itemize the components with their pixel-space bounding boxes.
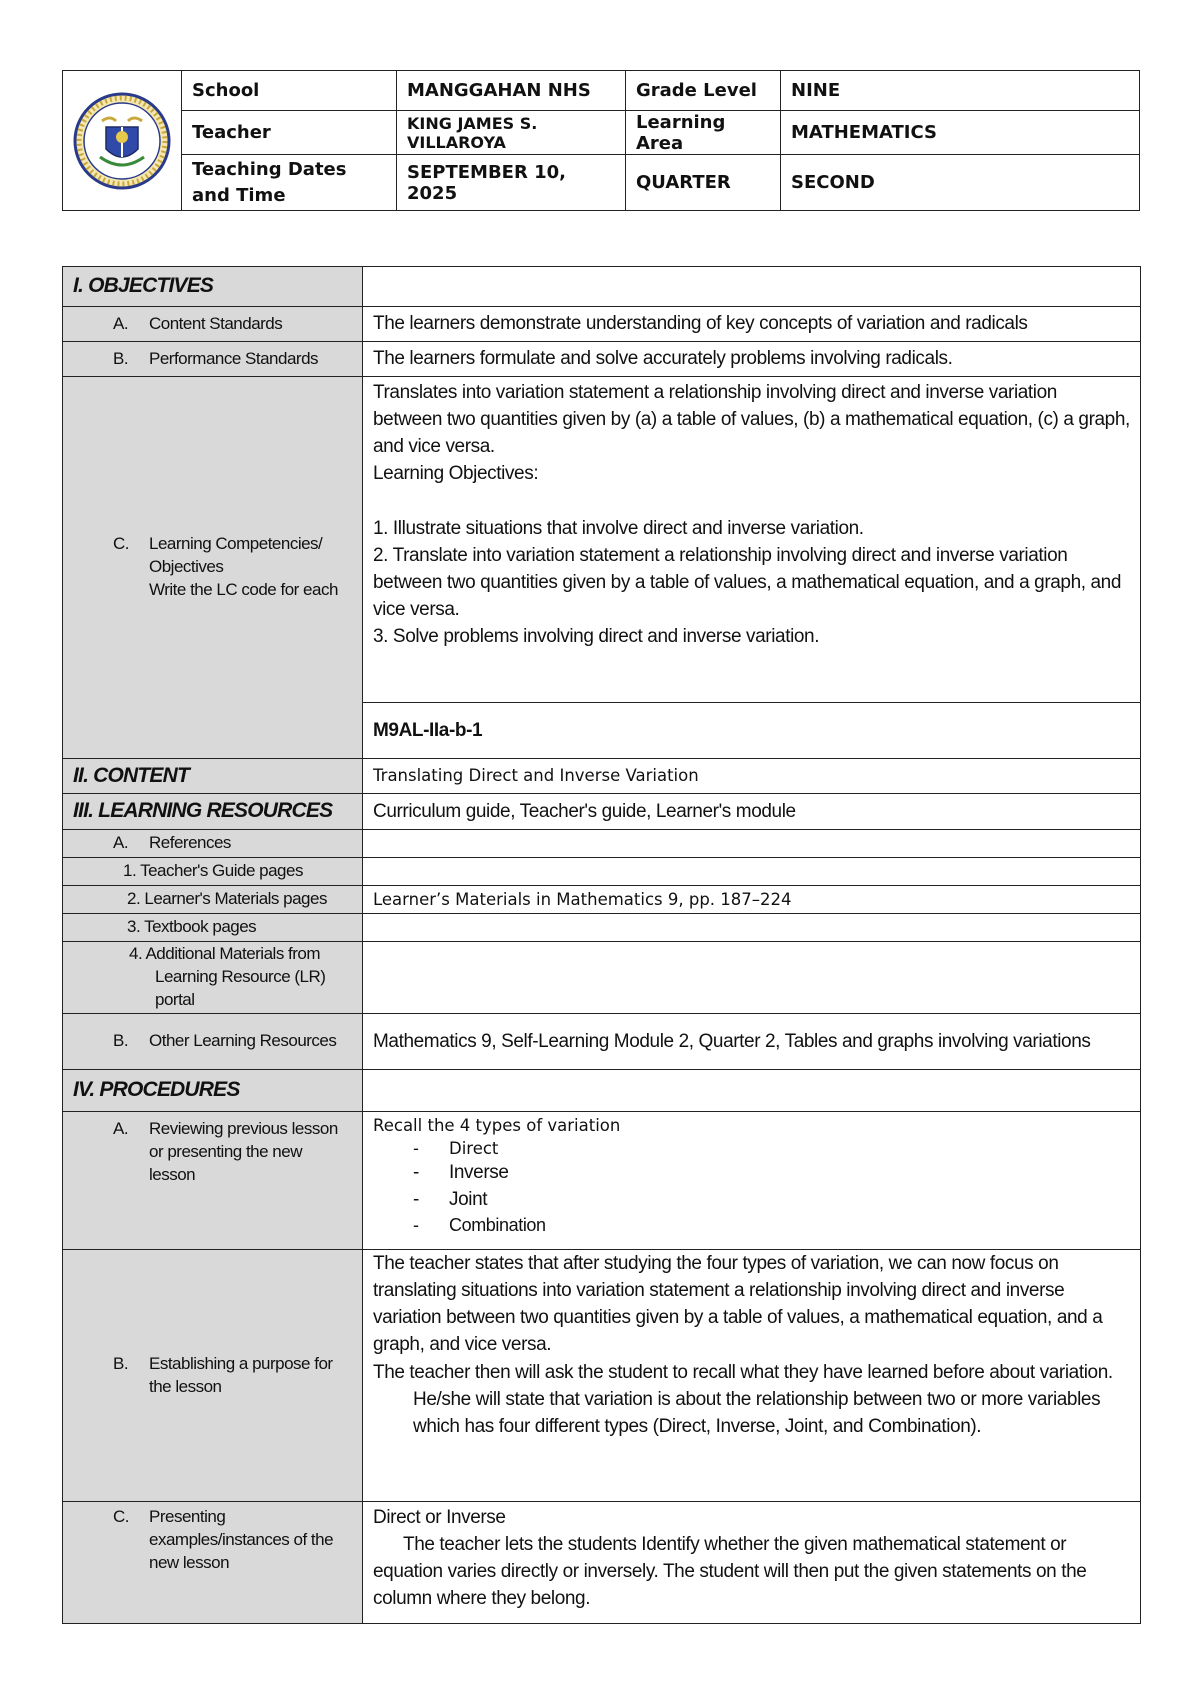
learners-materials-value: Learner’s Materials in Mathematics 9, pp. 187–224 [363, 886, 1141, 914]
paragraph: The teacher states that after studying the four types of variation, we can now focus on translating situations into variation statement a relationship involving direct and inverse variation between two quantities given by a table of values, a mathematical equation, and a graph, and vice versa. [373, 1253, 1103, 1356]
label-line: Establishing a purpose for [149, 1353, 333, 1373]
label-text: Performance Standards [149, 348, 319, 368]
marker: B. [113, 1353, 129, 1373]
learners-materials-label [63, 886, 363, 914]
lc-code: M9AL-IIa-b-1 [363, 703, 1141, 759]
marker: A. [113, 833, 129, 853]
paragraph: The teacher then will ask the student to recall what they have learned before about variation. [373, 1361, 1113, 1383]
variation-type: Inverse [449, 1162, 509, 1184]
list-item: - Combination [413, 1215, 546, 1236]
reviewing-lesson-value [363, 1112, 1141, 1250]
lesson-plan-table [62, 266, 1141, 1624]
list-item: - Inverse [413, 1162, 509, 1184]
other-resources-value: Mathematics 9, Self-Learning Module 2, Quarter 2, Tables and graphs involving variations [363, 1014, 1141, 1070]
label-text: 1. Teacher's Guide pages [123, 861, 303, 881]
list-item: - Direct [413, 1139, 499, 1159]
marker: C. [113, 1507, 129, 1526]
learning-resources-heading: III. LEARNING RESOURCES [63, 794, 363, 830]
procedures-heading: IV. PROCEDURES [63, 1070, 363, 1112]
establishing-purpose-label [63, 1250, 363, 1502]
teachers-guide-value [363, 858, 1141, 886]
section-title: Direct or Inverse [373, 1507, 506, 1528]
marker: C. [113, 534, 129, 554]
list-item: - Joint [413, 1188, 488, 1210]
textbook-pages-label [63, 914, 363, 942]
learning-objectives-title: Learning Objectives: [373, 463, 539, 485]
label-text: 2. Learner's Materials pages [127, 889, 327, 909]
objectives-heading-value [363, 267, 1141, 307]
performance-standards-label [63, 342, 363, 377]
deped-seal-icon [72, 91, 172, 191]
label-text: Other Learning Resources [149, 1031, 337, 1051]
references-value [363, 830, 1141, 858]
marker: B. [113, 1031, 129, 1051]
teacher-label: Teacher [182, 111, 397, 155]
school-label: School [182, 71, 397, 111]
presenting-examples-value [363, 1502, 1141, 1624]
recall-title: Recall the 4 types of variation [373, 1116, 621, 1135]
label-line: Write the LC code for each [149, 579, 338, 599]
teaching-dates-value: SEPTEMBER 10, 2025 [397, 155, 626, 211]
label-line: portal [155, 989, 195, 1009]
marker: A. [113, 313, 129, 333]
presenting-examples-label [63, 1502, 363, 1624]
learning-resources-value: Curriculum guide, Teacher's guide, Learner's module [363, 794, 1141, 830]
label-line: Objectives [149, 557, 224, 577]
paragraph: The teacher lets the students Identify whether the given mathematical statement or equation varies directly or inversely. The student will then put the given statements on the column where they belong. [373, 1534, 1087, 1610]
objective-item: 2. Translate into variation statement a relationship involving direct and inverse variation between two quantities given by a table of values, a mathematical equation, and a graph, and vice versa. [373, 544, 1121, 621]
label-text: 3. Textbook pages [127, 917, 257, 937]
label-line: the lesson [149, 1376, 222, 1396]
label-line: Learning Competencies/ [149, 534, 323, 554]
label-line: Learning Resource (LR) [155, 967, 326, 987]
label-line: new lesson [149, 1552, 230, 1572]
logo-cell [63, 71, 182, 211]
learning-area-value: MATHEMATICS [781, 111, 1140, 155]
variation-type: Joint [449, 1188, 488, 1210]
objective-item: 3. Solve problems involving direct and inverse variation. [373, 626, 820, 648]
learning-competencies-value [363, 377, 1141, 703]
grade-level-label: Grade Level [626, 71, 781, 111]
label-text: References [149, 833, 231, 853]
header-table [62, 70, 1140, 211]
additional-materials-value [363, 942, 1141, 1014]
procedures-heading-value [363, 1070, 1141, 1112]
school-value: MANGGAHAN NHS [397, 71, 626, 111]
paragraph: He/she will state that variation is about the relationship between two or more variables which has four different types (Direct, Inverse, Joint, and Combination). [413, 1388, 1101, 1437]
label-line: 4. Additional Materials from [129, 944, 321, 964]
teachers-guide-label [63, 858, 363, 886]
objective-item: 1. Illustrate situations that involve direct and inverse variation. [373, 517, 864, 539]
teaching-dates-label: Teaching Dates and Time [182, 155, 397, 211]
establishing-purpose-value [363, 1250, 1141, 1502]
marker: A. [113, 1119, 129, 1138]
other-resources-label [63, 1014, 363, 1070]
content-value: Translating Direct and Inverse Variation [363, 759, 1141, 794]
content-standards-label [63, 307, 363, 342]
content-heading: II. CONTENT [63, 759, 363, 794]
quarter-label: QUARTER [626, 155, 781, 211]
content-standards-value: The learners demonstrate understanding of key concepts of variation and radicals [363, 307, 1141, 342]
variation-type: Direct [449, 1139, 499, 1159]
label-line: or presenting the new [149, 1141, 302, 1161]
textbook-pages-value [363, 914, 1141, 942]
variation-type: Combination [449, 1215, 546, 1236]
label-line: Reviewing previous lesson [149, 1119, 338, 1138]
references-label [63, 830, 363, 858]
quarter-value: SECOND [781, 155, 1140, 211]
reviewing-lesson-label [63, 1112, 363, 1250]
learning-competencies-label [63, 377, 363, 759]
label-line: lesson [149, 1164, 196, 1184]
label-line: Presenting [149, 1507, 226, 1526]
learning-area-label: Learning Area [626, 111, 781, 155]
teacher-value: KING JAMES S. VILLAROYA [397, 111, 626, 155]
marker: B. [113, 348, 129, 368]
objectives-heading: I. OBJECTIVES [63, 267, 363, 307]
competency-intro: Translates into variation statement a relationship involving direct and inverse variation between two quantities given by (a) a table of values, (b) a mathematical equation, (c) a graph, and vice versa. [373, 382, 1130, 458]
label-text: Content Standards [149, 313, 283, 333]
label-line: examples/instances of the [149, 1529, 334, 1549]
grade-level-value: NINE [781, 71, 1140, 111]
performance-standards-value: The learners formulate and solve accurately problems involving radicals. [363, 342, 1141, 377]
additional-materials-label [63, 942, 363, 1014]
